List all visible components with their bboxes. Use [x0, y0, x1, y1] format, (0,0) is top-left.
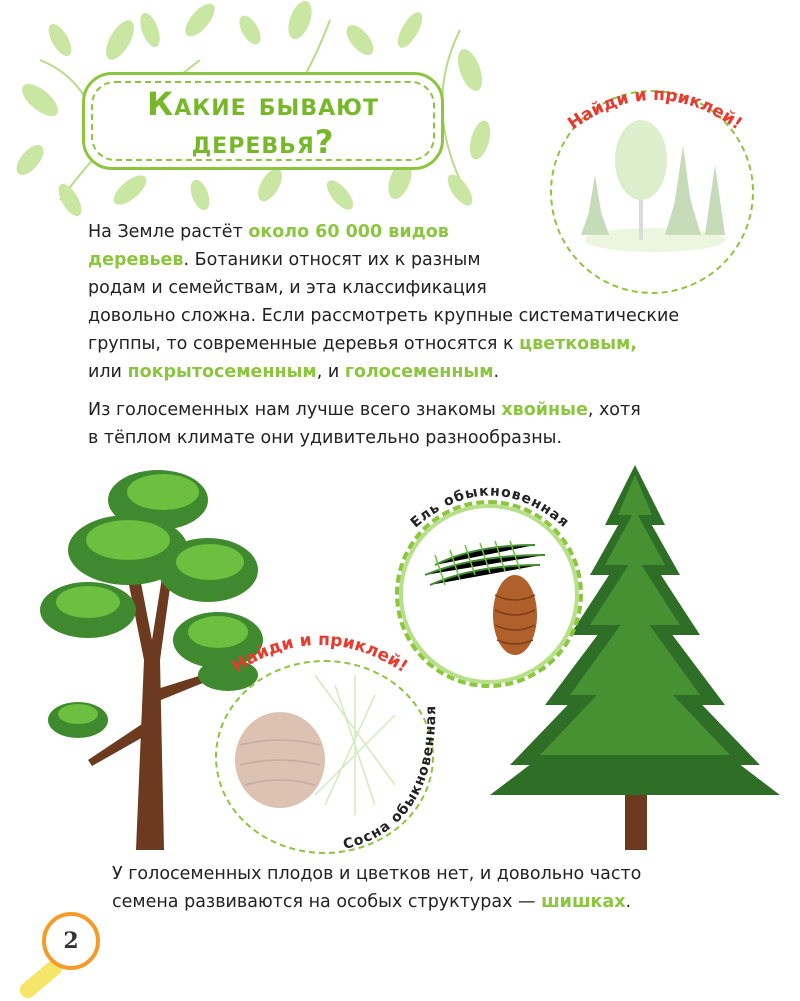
svg-text:Найди и приклей!: Найди и приклей! — [228, 629, 412, 677]
svg-text:Найди и приклей!: Найди и приклей! — [564, 84, 746, 135]
cones-paragraph: У голосеменных плодов и цветков нет, и довольно часто семена развиваются на особых структурах — шишках. — [112, 864, 642, 912]
intro-paragraph: На Земле растёт около 60 000 видов деревьев. Ботаники относят их к разным родам и семействам, и эта классификация довольно сложна. Если рассмотреть крупные систематические группы, то современные деревья относятся к цветковым, или покрытосеменным, и голосеменным. — [88, 222, 680, 382]
title-line-2: деревья? — [191, 123, 335, 161]
conifers-paragraph: Из голосеменных нам лучше всего знакомы хвойные, хотя в тёплом климате они удивительно разнообразны. — [88, 400, 641, 448]
pine-label — [320, 690, 450, 860]
title-box — [82, 72, 444, 170]
svg-text:Сосна обыкновенная: Сосна обыкновенная — [341, 704, 440, 853]
find-and-stick-label-top — [540, 60, 770, 150]
page-title — [85, 85, 441, 161]
title-line-1: Какие бывают — [147, 85, 379, 123]
page-number: 2 — [42, 912, 100, 970]
spruce-label — [385, 458, 595, 548]
svg-text:Ель обыкновенная: Ель обыкновенная — [407, 483, 573, 532]
find-and-stick-label-pine — [205, 610, 435, 690]
